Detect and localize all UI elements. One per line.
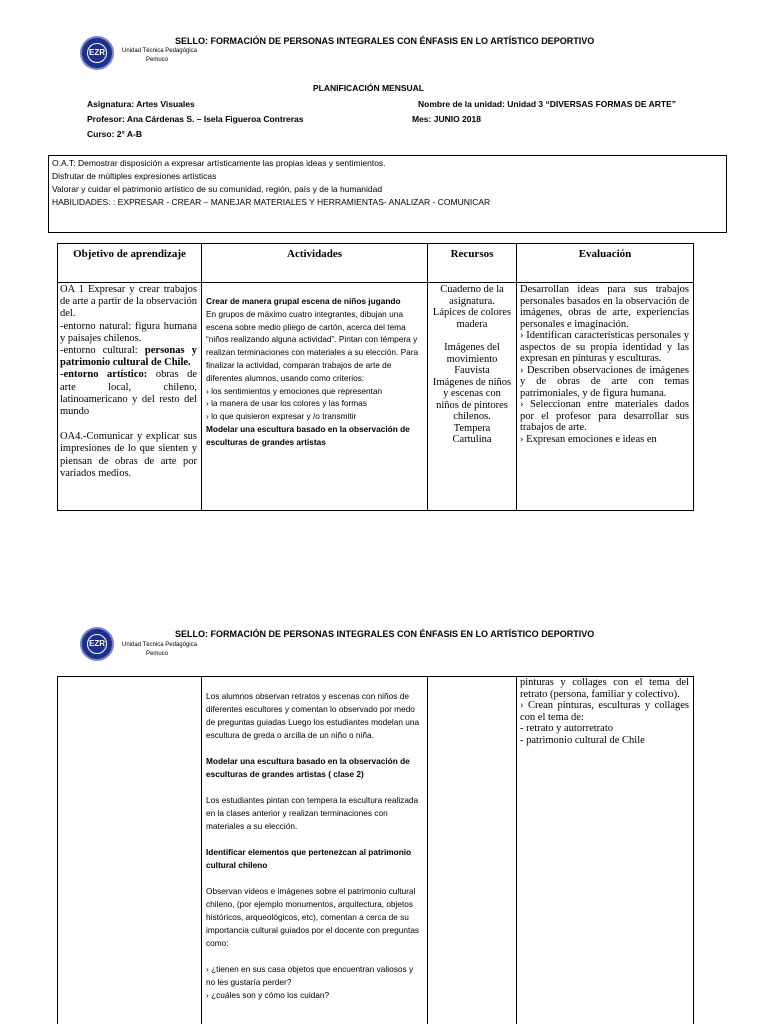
page-title: PLANIFICACIÓN MENSUAL xyxy=(313,83,424,93)
oat-line: Valorar y cuidar el patrimonio artístico de su comunidad, región, país y de la humanidad xyxy=(52,184,383,194)
sello-heading: SELLO: FORMACIÓN DE PERSONAS INTEGRALES CON ÉNFASIS EN LO ARTÍSTICO DEPORTIVO xyxy=(175,629,595,639)
header-objetivo: Objetivo de aprendizaje xyxy=(73,248,186,260)
oa4-text: OA4.-Comunicar y explicar sus impresiones de lo que sienten y piensan de obras de arte por variados medios. xyxy=(60,431,197,479)
city-label: Pemuco xyxy=(146,57,169,63)
recurso: Tempera xyxy=(453,422,491,434)
mes: Mes: JUNIO 2018 xyxy=(412,114,481,124)
oa1-artistico: -entorno artístico: obras de arte local, chileno, latinoamericano y del resto del mundo xyxy=(60,369,198,418)
objetivo-cell xyxy=(60,284,197,480)
oat-line: Disfrutar de múltiples expresiones artísticas xyxy=(52,171,217,181)
activity-title: Modelar una escultura basado en la observación de esculturas de grandes artistas xyxy=(206,423,410,447)
header-recursos: Recursos xyxy=(450,248,494,260)
asignatura: Asignatura: Artes Visuales xyxy=(87,99,195,109)
oa1-cultural: -entorno cultural: personas y patrimonio cultural de Chile. xyxy=(60,345,197,369)
question: › ¿cuáles son y cómo los cuidan? xyxy=(206,990,330,1000)
header-evaluacion: Evaluación xyxy=(578,248,632,260)
sello-heading: SELLO: FORMACIÓN DE PERSONAS INTEGRALES CON ÉNFASIS EN LO ARTÍSTICO DEPORTIVO xyxy=(175,36,595,46)
activity-body: Los estudiantes pintan con tempera la escultura realizada en la clases anterior y realizan terminaciones con materiales a su elección. xyxy=(206,795,419,831)
habilidades: HABILIDADES: : EXPRESAR - CREAR – MANEJAR MATERIALES Y HERRAMIENTAS- ANALIZAR - COMUNICAR xyxy=(52,197,491,207)
oa1-natural: -entorno natural: figura humana y paisajes chilenos. xyxy=(60,320,197,344)
recurso: Lápices de colores madera xyxy=(432,307,512,330)
activity-title: Identificar elementos que pertenezcan al patrimonio cultural chileno xyxy=(206,847,412,870)
activity-body: Los alumnos observan retratos y escenas con niños de diferentes escultores y comentan lo observado por medo de preguntas guiadas Luego los estudiantes modelan una escultura de greda o arcilla de un niño o niña. xyxy=(206,691,420,740)
oa1-text: OA 1 Expresar y crear trabajos de arte a partir de la observación del. xyxy=(60,284,198,320)
activity-body: Observan videos e imágenes sobre el patrimonio cultural chileno, (por ejemplo monumentos, arquitectura, objetos históricos, arqueológicos, etc), comentan a cerca de su importancia cultural guiados por el docente con preguntas como: xyxy=(206,886,420,948)
indicator: - retrato y autorretrato xyxy=(520,723,613,734)
question: › ¿tienen en sus casa objetos que encuentran valiosos y no les gustaría perder? xyxy=(206,964,414,987)
indicator: › Identifican características personales y aspectos de su propia identidad y las expresan en pinturas y esculturas. xyxy=(520,330,689,364)
activity-body: En grupos de máximo cuatro integrantes, dibujan una escena sobre medio pliego de cartón, acerca del tema “niños realizando alguna actividad”. Pintan con témpera y realizan terminaciones con materiales a su elección. Para finalizar la actividad, comparan trabajos de arte de diferentes alumnos, usando como criterios: xyxy=(206,308,419,383)
activity-title: Modelar una escultura basado en la observación de esculturas de grandes artistas ( clase 2) xyxy=(206,756,410,779)
criterion: › los sentimientos y emociones que representan xyxy=(206,385,383,396)
recurso: Cartulina xyxy=(452,434,492,445)
indicator: › Expresan emociones e ideas en xyxy=(520,433,657,445)
recurso: Cuaderno de la asignatura. xyxy=(440,284,504,307)
utp-label: Unidad Técnica Pedagógica xyxy=(122,48,197,54)
criterion: › la manera de usar los colores y las formas xyxy=(206,398,367,409)
criterion: › lo que quisieron expresar y /o transmitir xyxy=(206,411,357,422)
activity-title: Crear de manera grupal escena de niños jugando xyxy=(206,296,401,306)
indicator: pinturas y collages con el tema del retrato (persona, familiar y colectivo). xyxy=(520,677,689,700)
city-label: Pemuco xyxy=(146,651,169,657)
oat-line: O.A.T: Demostrar disposición a expresar artísticamente las propias ideas y sentimientos. xyxy=(52,158,386,168)
actividades-cell-2 xyxy=(206,690,423,1024)
recurso: Imágenes del movimiento Fauvista xyxy=(444,342,500,376)
evaluacion-cell-2 xyxy=(520,677,689,746)
logo-text: EZR xyxy=(87,634,107,654)
profesor: Profesor: Ana Cárdenas S. – Isela Figueroa Contreras xyxy=(87,114,304,124)
recurso: Imágenes de niños y escenas con niños de pintores chilenos. xyxy=(432,376,512,422)
curso: Curso: 2° A-B xyxy=(87,129,143,139)
indicator: › Describen observaciones de imágenes y de obras de arte con temas patrimoniales, y de figura humana. xyxy=(520,364,689,399)
indicator: Desarrollan ideas para sus trabajos personales basados en la observación de imágenes, obras de arte, experiencias personales e imaginación. xyxy=(520,284,689,330)
header-actividades: Actividades xyxy=(287,248,342,260)
evaluacion-cell xyxy=(520,284,689,510)
logo-text: EZR xyxy=(87,43,107,63)
school-logo xyxy=(80,627,114,661)
school-logo xyxy=(80,36,114,70)
indicator: › Seleccionan entre materiales dados por el profesor para desarrollar sus trabajos de arte. xyxy=(520,399,689,433)
unidad: Nombre de la unidad: Unidad 3 “DIVERSAS FORMAS DE ARTE” xyxy=(418,99,677,109)
recursos-cell xyxy=(432,284,512,446)
indicator: › Crean pinturas, esculturas y collages con el tema de: xyxy=(520,700,689,723)
actividades-cell xyxy=(206,295,423,449)
indicator: - patrimonio cultural de Chile xyxy=(520,734,645,746)
utp-label: Unidad Técnica Pedagógica xyxy=(122,642,197,648)
